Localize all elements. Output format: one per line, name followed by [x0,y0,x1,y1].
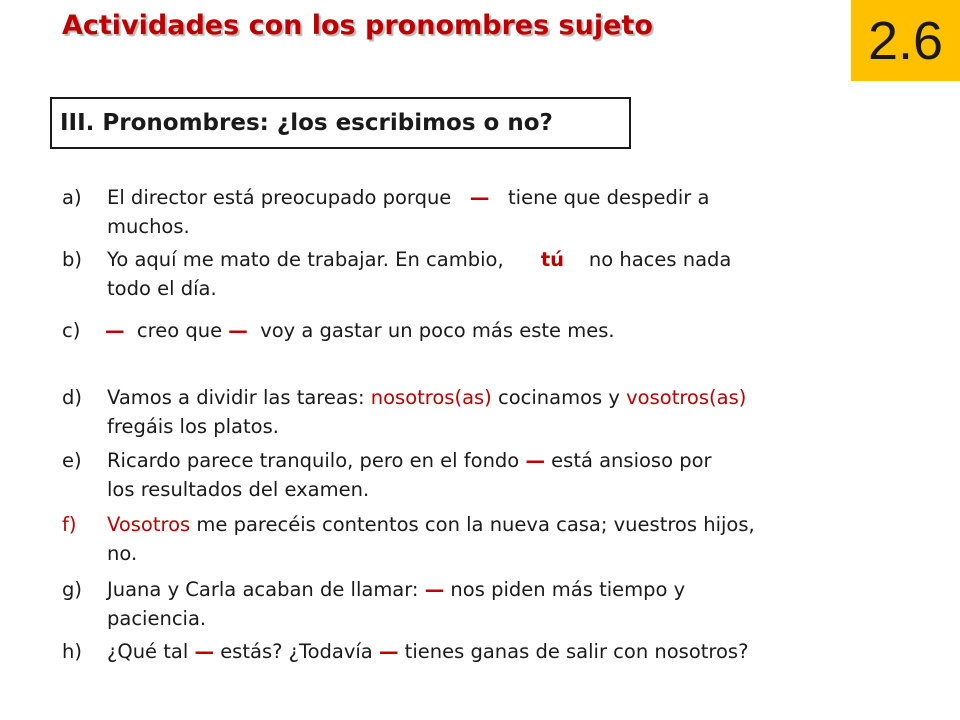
exercise-item-c [62,316,615,345]
exercise-item-g [62,575,685,633]
item-text: Juana y Carla acaban de llamar: [107,578,419,601]
item-text: Ricardo parece tranquilo, pero en el fondo [107,449,520,472]
item-text: estás? ¿Todavía [220,640,373,663]
answer-text: Vosotros [107,513,191,536]
blank-dash: — [228,319,248,342]
item-text-continuation: no. [107,542,138,565]
item-text: tienes ganas de salir con nosotros? [404,640,749,663]
item-text: Yo aquí me mato de trabajar. En cambio, [107,248,504,271]
item-text-continuation: fregáis los platos. [107,415,279,438]
item-text: Vamos a dividir las tareas: [107,386,365,409]
blank-dash: — [424,578,445,601]
item-text: creo que [136,319,223,342]
item-label: f) [62,513,77,536]
item-text-continuation: los resultados del examen. [107,478,370,501]
blank-dash: — [378,640,399,663]
section-heading: III. Pronombres: ¿los escribimos o no? [50,97,631,149]
item-text: no haces nada [588,248,732,271]
blank-dash: — [105,319,125,342]
exercise-item-f [62,510,755,568]
answer-text: tú [540,248,565,271]
item-label: b) [62,248,82,271]
item-label: g) [62,578,82,601]
item-text-continuation: todo el día. [107,277,217,300]
slide-number: 2.6 [867,10,944,71]
item-label: c) [62,319,81,342]
blank-dash: — [469,186,490,209]
blank-dash: — [194,640,214,663]
item-text: El director está preocupado porque [107,186,452,209]
item-text-continuation: paciencia. [107,607,207,630]
blank-dash: — [525,449,545,472]
item-label: h) [62,640,82,663]
item-text: ¿Qué tal [107,640,189,663]
exercise-item-e [62,446,712,504]
item-text: voy a gastar un poco más este mes. [260,319,615,342]
item-text: está ansioso por [551,449,712,472]
item-label: e) [62,449,82,472]
exercise-item-a [62,183,709,241]
item-text: nos piden más tiempo y [450,578,686,601]
exercise-item-h [62,637,748,666]
page-title: Actividades con los pronombres sujeto [62,10,653,41]
item-label: a) [62,186,82,209]
item-text: me parecéis contentos con la nueva casa; vuestros hijos, [196,513,755,536]
slide-number-badge [851,0,960,81]
item-text: cocinamos y [498,386,620,409]
exercise-item-b [62,245,731,303]
answer-text: vosotros(as) [626,386,747,409]
item-label: d) [62,386,82,409]
answer-text: nosotros(as) [370,386,492,409]
item-text-continuation: muchos. [107,215,190,238]
exercise-item-d [62,383,746,441]
item-text: tiene que despedir a [508,186,710,209]
